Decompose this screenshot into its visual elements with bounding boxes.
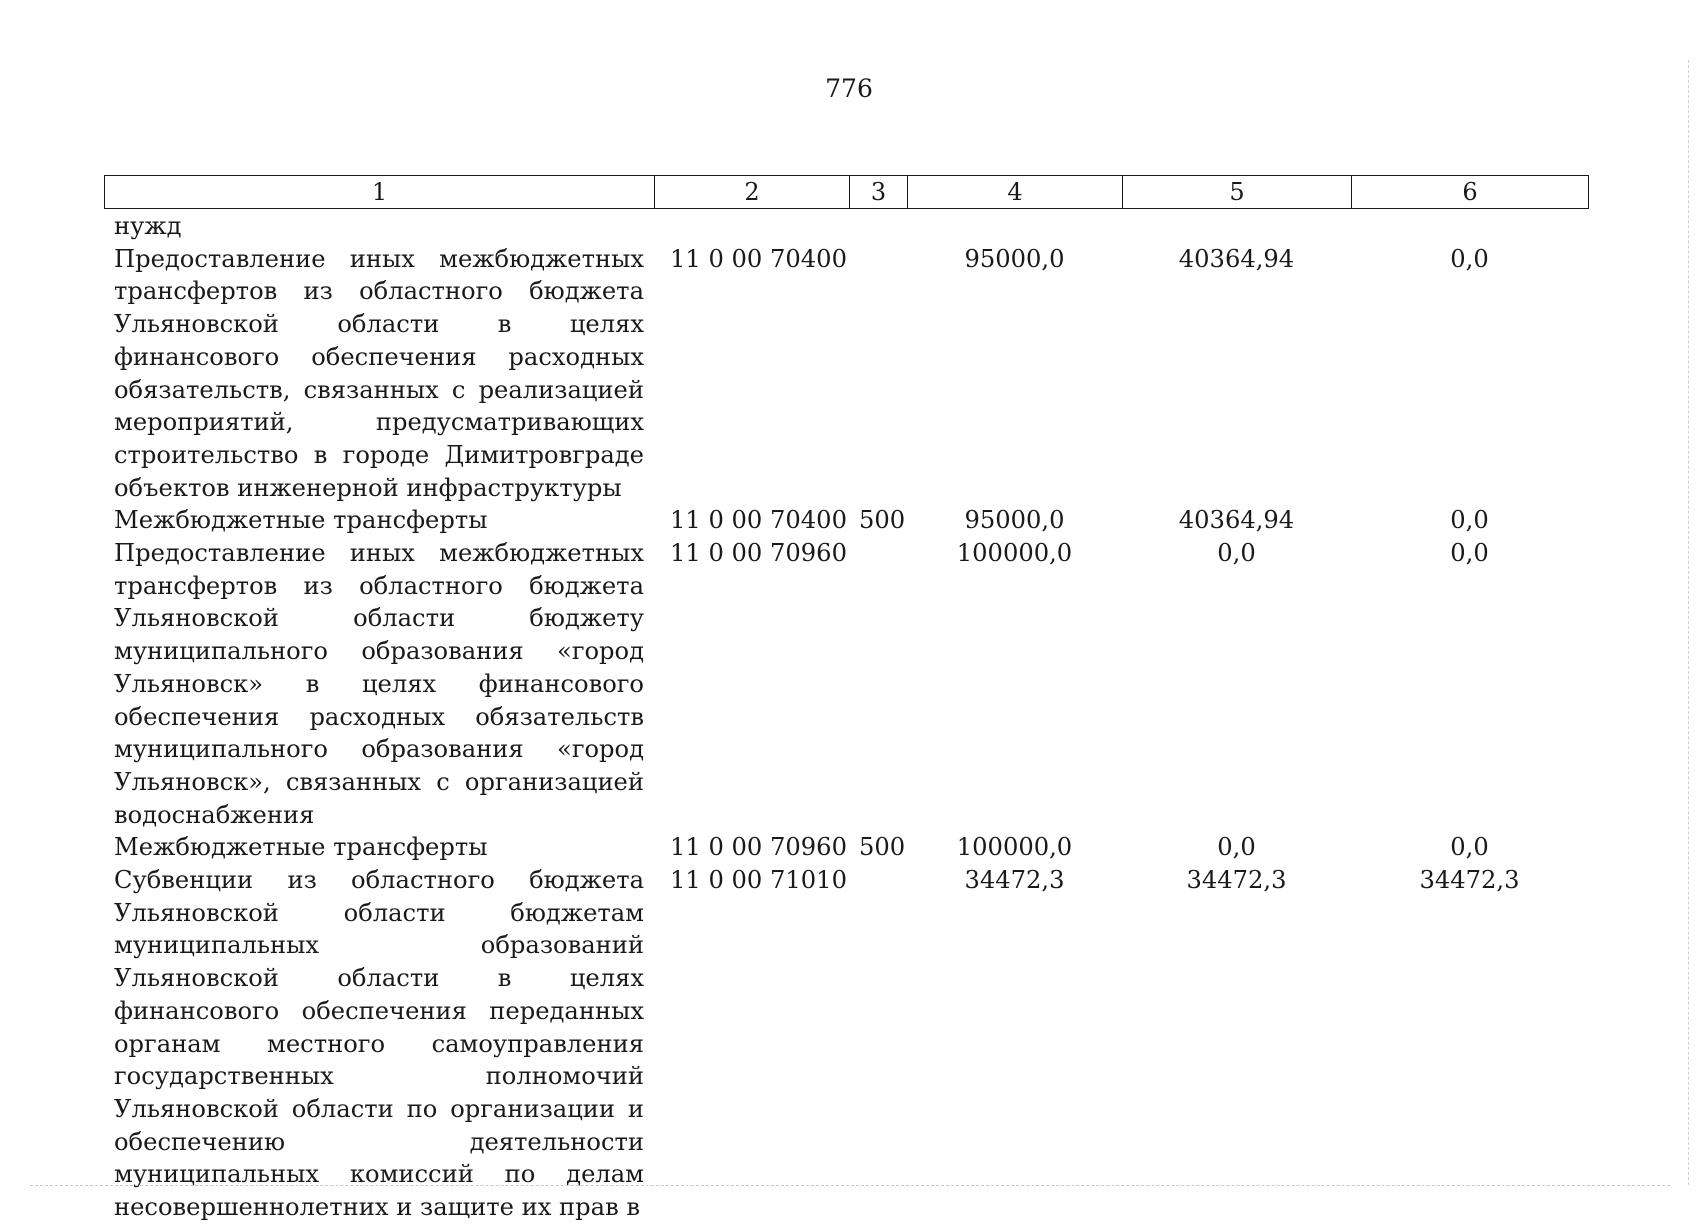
row-amount-col-5: 40364,94 bbox=[1178, 244, 1295, 273]
header-col-4: 4 bbox=[908, 176, 1123, 209]
row-amount-col-5: 34472,3 bbox=[1186, 866, 1287, 895]
row-target-code: 11 0 00 70400 bbox=[670, 506, 847, 535]
row-expense-type bbox=[849, 537, 907, 831]
row-expense-type: 500 bbox=[859, 833, 906, 862]
header-col-3: 3 bbox=[850, 176, 908, 209]
row-amount-col-4: 95000,0 bbox=[964, 244, 1065, 273]
row-target-code bbox=[654, 210, 849, 243]
row-amount-col-6: 0,0 bbox=[1450, 539, 1489, 568]
table-row bbox=[104, 831, 1588, 864]
row-amount-col-5: 0,0 bbox=[1217, 833, 1256, 862]
row-amount-col-6: 0,0 bbox=[1450, 244, 1489, 273]
row-target-code: 11 0 00 71010 bbox=[670, 866, 847, 895]
table-row bbox=[104, 864, 1588, 1224]
row-amount-col-6: 0,0 bbox=[1450, 833, 1489, 862]
row-amount-col-6: 0,0 bbox=[1450, 506, 1489, 535]
table-row bbox=[104, 210, 1588, 243]
row-amount-col-4: 95000,0 bbox=[964, 506, 1065, 535]
row-expense-type bbox=[849, 243, 907, 505]
table-row bbox=[104, 504, 1588, 537]
row-expense-type bbox=[849, 210, 907, 243]
header-col-6: 6 bbox=[1352, 176, 1589, 209]
row-amount-col-5: 40364,94 bbox=[1178, 506, 1295, 535]
row-description: Предоставление иных межбюджетных трансфертов из областного бюджета Ульяновской области в целях финансового обеспечения расходных обязательств, связанных с реализацией мероприятий, предусматривающих строительство в городе Димитровграде объектов инженерной инфраструктуры bbox=[114, 244, 644, 502]
row-amount-col-4: 34472,3 bbox=[964, 866, 1065, 895]
row-description: Межбюджетные трансферты bbox=[114, 833, 488, 862]
row-description: Межбюджетные трансферты bbox=[114, 506, 488, 535]
row-amount-col-4: 100000,0 bbox=[956, 833, 1073, 862]
row-amount-col-5: 0,0 bbox=[1217, 539, 1256, 568]
table-row bbox=[104, 243, 1588, 505]
column-number-header bbox=[104, 175, 1589, 209]
row-description: Субвенции из областного бюджета Ульяновской области бюджетам муниципальных образований Ульяновской области в целях финансового обеспечения переданных органам местного самоуправления государственных полномочий Ульяновской области по организации и обеспечению деятельности муниципальных комиссий по делам несовершеннолетних и защите их прав в bbox=[114, 866, 644, 1222]
table-row bbox=[104, 537, 1588, 831]
scan-edge-right bbox=[1688, 60, 1689, 1185]
page-number: 776 bbox=[825, 74, 873, 103]
budget-table bbox=[104, 210, 1588, 1224]
row-expense-type: 500 bbox=[859, 506, 906, 535]
row-amount-col-5 bbox=[1122, 210, 1351, 243]
scan-edge-bottom bbox=[30, 1185, 1670, 1186]
row-expense-type bbox=[849, 864, 907, 1224]
row-description: нужд bbox=[114, 212, 182, 240]
row-amount-col-6: 34472,3 bbox=[1419, 866, 1520, 895]
row-target-code: 11 0 00 70960 bbox=[670, 833, 847, 862]
row-amount-col-4: 100000,0 bbox=[956, 539, 1073, 568]
row-target-code: 11 0 00 70960 bbox=[670, 539, 847, 568]
row-description: Предоставление иных межбюджетных трансфертов из областного бюджета Ульяновской области бюджету муниципального образования «город Ульяновск» в целях финансового обеспечения расходных обязательств муниципального образования «город Ульяновск», связанных с организацией водоснабжения bbox=[114, 539, 644, 829]
header-col-2: 2 bbox=[655, 176, 850, 209]
row-amount-col-4 bbox=[907, 210, 1122, 243]
row-target-code: 11 0 00 70400 bbox=[670, 244, 847, 273]
header-col-5: 5 bbox=[1123, 176, 1352, 209]
header-col-1: 1 bbox=[105, 176, 655, 209]
row-amount-col-6 bbox=[1351, 210, 1588, 243]
header-row bbox=[105, 176, 1589, 209]
